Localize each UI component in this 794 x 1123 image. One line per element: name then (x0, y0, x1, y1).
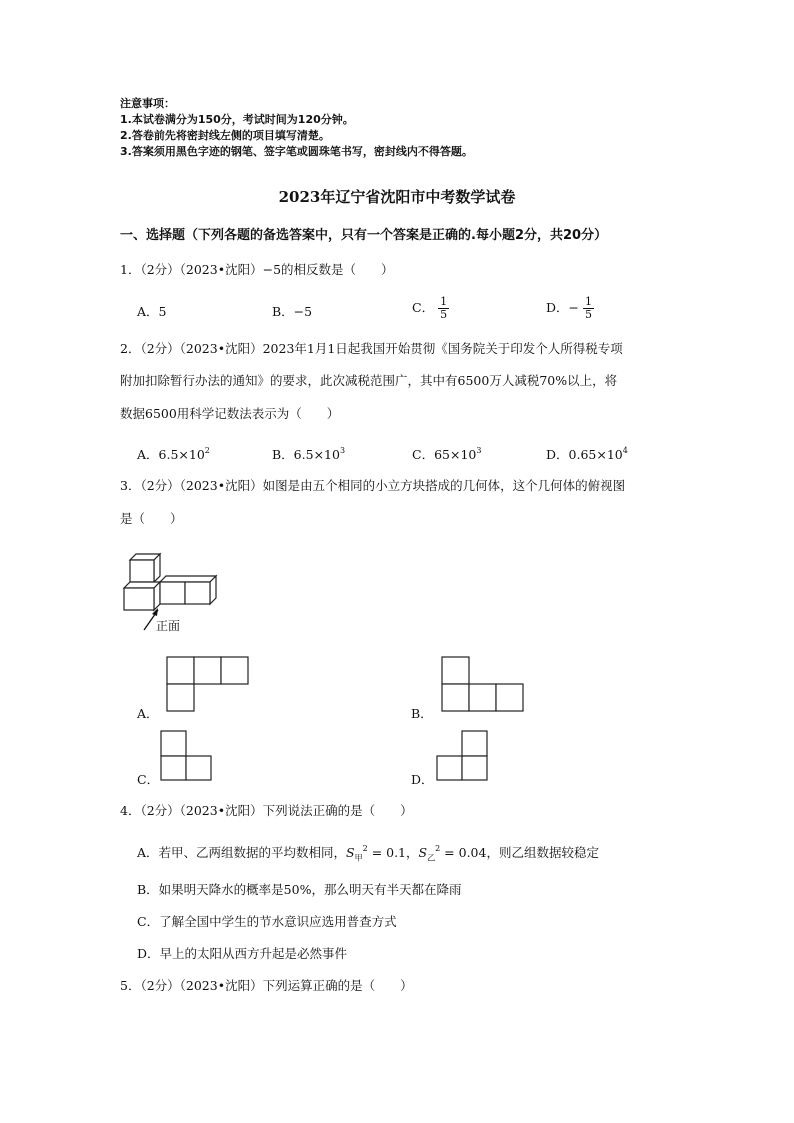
q1-option-d-label: D．− (546, 300, 579, 315)
question-1-stem: 1．（2分）（2023•沈阳）−5的相反数是（ ） (120, 262, 394, 277)
q2-option-b-exponent: 3 (339, 446, 346, 455)
q2-option-a (137, 445, 210, 463)
q4-option-a-text: A．若甲、乙两组数据的平均数相同， (137, 845, 347, 860)
q2-option-d-exponent: 4 (622, 446, 628, 455)
q2-option-c-exponent: 3 (476, 446, 482, 455)
q2-option-b (272, 445, 345, 463)
q4-option-a-value-2: = 0.04，则乙组数据较稳定 (444, 845, 599, 860)
q1-option-d-fraction (583, 296, 594, 321)
cube-row-right (160, 576, 216, 604)
fraction-denominator: 5 (585, 308, 592, 321)
q1-option-c-label: C． (412, 300, 435, 315)
variance-subscript: 乙 (427, 853, 436, 863)
variance-symbol: S (346, 845, 355, 860)
q2-option-c (412, 445, 481, 463)
front-label: 正面 (156, 619, 181, 633)
q4-option-a-value-1: = 0.1， (371, 845, 419, 860)
question-3-line-2: 是（ ） (120, 511, 183, 526)
page-title: 2023年辽宁省沈阳市中考数学试卷 (278, 188, 516, 206)
q2-option-b-base: B．6.5×10 (272, 447, 340, 462)
fraction-numerator: 1 (440, 295, 448, 308)
q3-option-c-figure (160, 730, 214, 782)
notice-heading: 注意事项： (120, 97, 175, 110)
question-4-stem: 4．（2分）（2023•沈阳）下列说法正确的是（ ） (120, 803, 413, 818)
question-2-line-3: 数据6500用科学记数法表示为（ ） (120, 406, 340, 421)
cube-top (130, 554, 160, 582)
q3-option-d-figure (436, 730, 490, 782)
question-2-line-2: 附加扣除暂行办法的通知》的要求，此次减税范围广，其中有6500万人减税70%以上，将 (120, 373, 618, 388)
q1-option-d (546, 296, 594, 321)
q3-option-a-figure (166, 656, 250, 714)
fraction-denominator: 5 (440, 308, 448, 321)
q1-option-b: B．−5 (272, 304, 313, 319)
q2-option-d (546, 445, 628, 463)
q1-option-c-fraction (438, 296, 449, 321)
q4-option-b: B．如果明天降水的概率是50%，那么明天有半天都在降雨 (137, 882, 462, 897)
q3-option-d-label: D． (411, 772, 434, 787)
question-5-stem: 5．（2分）（2023•沈阳）下列运算正确的是（ ） (120, 978, 413, 993)
q2-option-a-exponent: 2 (204, 446, 210, 455)
section-heading: 一、选择题（下列各题的备选答案中，只有一个答案是正确的.每小题2分，共20分） (120, 228, 608, 243)
q4-option-a (137, 843, 599, 861)
variance-symbol: S (418, 845, 428, 860)
question-2-line-1: 2．（2分）（2023•沈阳）2023年1月1日起我国开始贯彻《国务院关于印发个人所得税专项 (120, 341, 623, 356)
q3-option-c-label: C． (137, 772, 160, 787)
notice-line-3: 3.答案须用黑色字迹的钢笔、签字笔或圆珠笔书写，密封线内不得答题。 (120, 145, 473, 158)
q2-option-c-base: C．65×10 (412, 447, 477, 462)
fraction-numerator: 1 (585, 295, 592, 308)
variance-exponent: 2 (435, 844, 441, 853)
notice-line-1: 1.本试卷满分为150分，考试时间为120分钟。 (120, 113, 354, 126)
variance-subscript: 甲 (354, 853, 363, 863)
q1-option-c (412, 296, 449, 321)
q3-option-a-label: A． (137, 706, 159, 721)
question-3-line-1: 3．（2分）（2023•沈阳）如图是由五个相同的小立方块搭成的几何体，这个几何体的俯视图 (120, 478, 626, 493)
variance-exponent: 2 (362, 844, 368, 853)
q1-option-a: A．5 (137, 304, 167, 319)
q2-option-a-base: A．6.5×10 (137, 447, 205, 462)
q2-option-d-base: D．0.65×10 (546, 447, 623, 462)
notice-line-2: 2.答卷前先将密封线左侧的项目填写清楚。 (120, 129, 330, 142)
q3-option-b-label: B． (411, 706, 433, 721)
cube-bottom-left (124, 582, 160, 610)
q4-option-c: C．了解全国中学生的节水意识应选用普查方式 (137, 914, 397, 929)
q4-option-d: D．早上的太阳从西方升起是必然事件 (137, 946, 348, 961)
q3-option-b-figure (441, 656, 525, 714)
